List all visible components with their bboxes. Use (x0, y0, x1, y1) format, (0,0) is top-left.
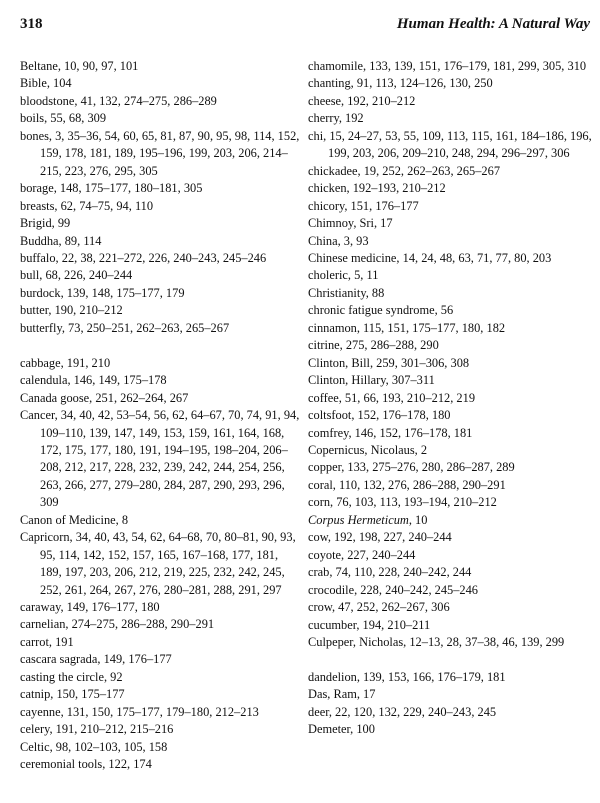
index-entry: coltsfoot, 152, 176–178, 180 (308, 408, 451, 423)
index-entry: Copernicus, Nicolaus, 2 (308, 442, 428, 457)
index-entry: chi, 15, 24–27, 53, 55, 109, 113, 115, 161, 184–186, 196, 199, 203, 206, 209–210, 248, 294, 296–297, 306 (308, 128, 592, 161)
index-entry: butter, 190, 210–212 (20, 303, 123, 318)
index-column-left (20, 58, 300, 774)
index-entry: Capricorn, 34, 40, 43, 54, 62, 64–68, 70, 80–81, 90, 93, 95, 114, 142, 152, 157, 165, 167–168, 177, 181, 189, 197, 203, 206, 212, 219, 225, 232, 242, 245, 252, 261, 264, 267, 276, 280–281, 288, 291, 297 (20, 530, 296, 597)
index-entry: citrine, 275, 286–288, 290 (308, 338, 439, 353)
index-entry: crow, 47, 252, 262–267, 306 (308, 600, 450, 615)
index-entry: Christianity, 88 (308, 285, 385, 300)
index-entry: Cancer, 34, 40, 42, 53–54, 56, 62, 64–67, 70, 74, 91, 94, 109–110, 139, 147, 149, 153, 159, 161, 164, 168, 172, 175, 177, 180, 191, 194–195, 198–204, 206–208, 212, 217, 228, 232, 239, 242, 244, 254, 256, 263, 266, 277, 279–280, 284, 287, 290, 293, 296, 309 (20, 408, 300, 510)
index-entry: Beltane, 10, 90, 97, 101 (20, 59, 139, 73)
index-entry: boils, 55, 68, 309 (20, 111, 107, 126)
index-entry: Canada goose, 251, 262–264, 267 (20, 390, 189, 405)
index-entry: bloodstone, 41, 132, 274–275, 286–289 (20, 93, 217, 108)
index-entry: Buddha, 89, 114 (20, 233, 102, 248)
index-entry (308, 512, 596, 529)
index-entry: chronic fatigue syndrome, 56 (308, 303, 454, 318)
index-entry: cinnamon, 115, 151, 175–177, 180, 182 (308, 320, 506, 335)
index-entry: chamomile, 133, 139, 151, 176–179, 181, 299, 305, 310 (308, 59, 587, 73)
index-entry: carnelian, 274–275, 286–288, 290–291 (20, 617, 215, 632)
index-entry: butterfly, 73, 250–251, 262–263, 265–267 (20, 320, 230, 335)
index-entry: catnip, 150, 175–177 (20, 687, 125, 702)
index-entry: cascara sagrada, 149, 176–177 (20, 652, 172, 667)
index-entry: copper, 133, 275–276, 280, 286–287, 289 (308, 460, 515, 475)
index-entry: cabbage, 191, 210 (20, 355, 111, 370)
index-entry: deer, 22, 120, 132, 229, 240–243, 245 (308, 704, 497, 719)
index-entry: Das, Ram, 17 (308, 687, 376, 702)
index-entry: Celtic, 98, 102–103, 105, 158 (20, 739, 168, 754)
index-entry: Clinton, Hillary, 307–311 (308, 373, 435, 388)
running-head: Human Health: A Natural Way (396, 16, 590, 32)
index-entry: Bible, 104 (20, 76, 72, 91)
index-entry: burdock, 139, 148, 175–177, 179 (20, 285, 185, 300)
index-column-right (308, 58, 596, 739)
index-entry: comfrey, 146, 152, 176–178, 181 (308, 425, 473, 440)
index-entry: chicken, 192–193, 210–212 (308, 181, 446, 196)
index-entry: carrot, 191 (20, 634, 74, 649)
index-entry: dandelion, 139, 153, 166, 176–179, 181 (308, 669, 506, 684)
index-entry: Chimnoy, Sri, 17 (308, 216, 393, 231)
index-entry-term: Corpus Hermeticum (308, 512, 409, 527)
index-entry: celery, 191, 210–212, 215–216 (20, 722, 174, 737)
index-entry: chanting, 91, 113, 124–126, 130, 250 (308, 76, 493, 91)
index-entry: crab, 74, 110, 228, 240–242, 244 (308, 565, 472, 580)
index-entry: coyote, 227, 240–244 (308, 547, 416, 562)
index-entry: ceremonial tools, 122, 174 (20, 757, 152, 772)
index-entry: casting the circle, 92 (20, 669, 123, 684)
index-entry: buffalo, 22, 38, 221–272, 226, 240–243, 245–246 (20, 250, 267, 265)
index-entry: Demeter, 100 (308, 722, 375, 737)
index-entry-pages: , 10 (408, 512, 428, 527)
index-entry: chicory, 151, 176–177 (308, 198, 419, 213)
index-entry: coral, 110, 132, 276, 286–288, 290–291 (308, 477, 506, 492)
index-entry: crocodile, 228, 240–242, 245–246 (308, 582, 479, 597)
index-entry: corn, 76, 103, 113, 193–194, 210–212 (308, 495, 497, 510)
index-entry: choleric, 5, 11 (308, 268, 379, 283)
page-number: 318 (20, 16, 43, 32)
index-entry: calendula, 146, 149, 175–178 (20, 373, 167, 388)
index-entry: chickadee, 19, 252, 262–263, 265–267 (308, 163, 501, 178)
index-entry: China, 3, 93 (308, 233, 369, 248)
index-entry: breasts, 62, 74–75, 94, 110 (20, 198, 154, 213)
index-entry: cucumber, 194, 210–211 (308, 617, 431, 632)
index-entry: cheese, 192, 210–212 (308, 93, 416, 108)
index-entry: Clinton, Bill, 259, 301–306, 308 (308, 355, 470, 370)
index-entry: coffee, 51, 66, 193, 210–212, 219 (308, 390, 476, 405)
index-entry: bones, 3, 35–36, 54, 60, 65, 81, 87, 90, 95, 98, 114, 152, 159, 178, 181, 189, 195–196, 199, 203, 206, 214–215, 223, 276, 295, 305 (20, 128, 300, 178)
index-entry: Canon of Medicine, 8 (20, 512, 129, 527)
index-entry: Chinese medicine, 14, 24, 48, 63, 71, 77, 80, 203 (308, 250, 552, 265)
index-entry: bull, 68, 226, 240–244 (20, 268, 133, 283)
index-entry: Brigid, 99 (20, 216, 71, 231)
index-entry: cherry, 192 (308, 111, 364, 126)
index-entry: cow, 192, 198, 227, 240–244 (308, 530, 452, 545)
index-entry: Culpeper, Nicholas, 12–13, 28, 37–38, 46, 139, 299 (308, 634, 565, 649)
index-entry: borage, 148, 175–177, 180–181, 305 (20, 181, 203, 196)
index-entry: cayenne, 131, 150, 175–177, 179–180, 212–213 (20, 704, 259, 719)
index-entry: caraway, 149, 176–177, 180 (20, 600, 160, 615)
